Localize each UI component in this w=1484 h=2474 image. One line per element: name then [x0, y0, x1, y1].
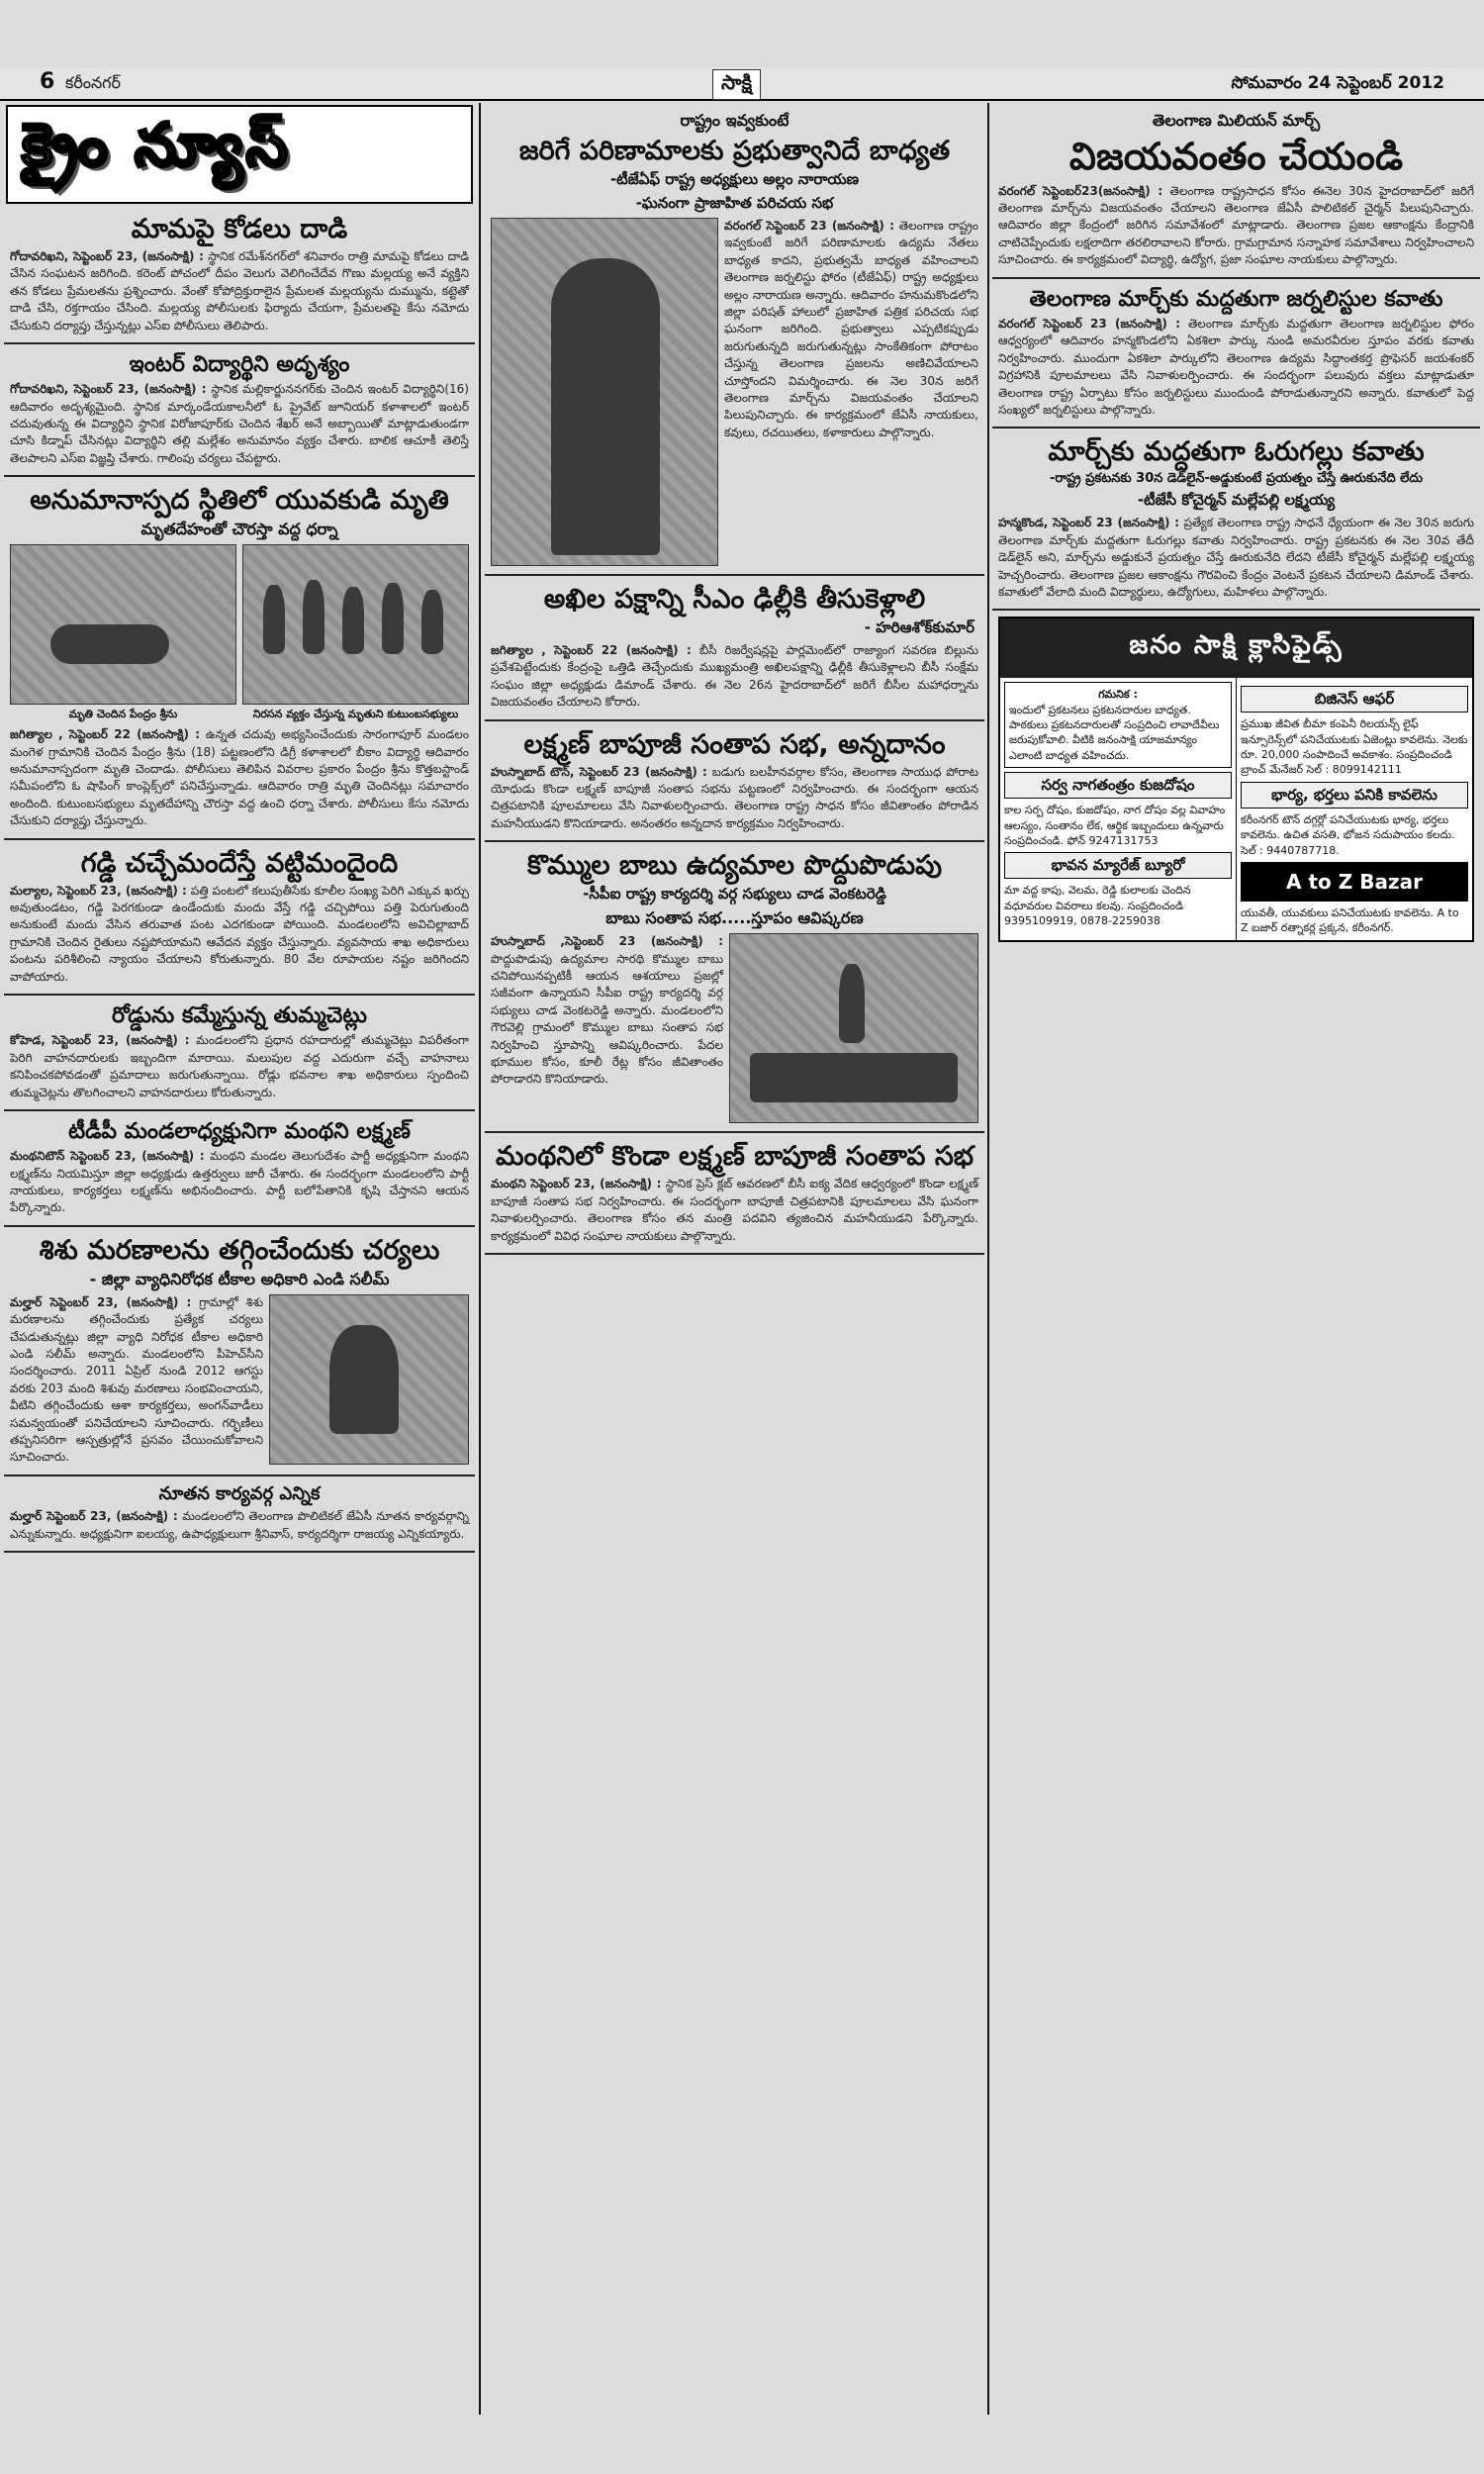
article-body: మంథని సెప్టెంబర్ 23, (జనంసాక్షి) : స్థానిక ప్రెస్ క్లబ్ ఆవరణలో బీసీ ఐక్య వేదిక ఆధ్వర్యంలో కొండా లక్ష్మణ్ బాపూజీ సంతాప సభ నిర్వహించారు. ఈ సందర్భంగా బాపూజీ చిత్రపటానికి పూలమాలలు వేసి ఘనంగా నివాళులర్పించారు. తెలంగాణ కోసం తన మంత్రి పదవిని త్యజించిన మహనీయుడని పేర్కొన్నారు. కార్యక్రమంలో వివిధ సంఘాల నాయకులు పాల్గొన్నారు.: [491, 1177, 978, 1243]
article-headline: మంథనిలో కొండా లక్ష్మణ్ బాపూజీ సంతాప సభ: [495, 1141, 974, 1173]
page-location: కరీంనగర్: [65, 73, 122, 92]
article-bapuji-condolence: [485, 721, 984, 843]
article-subheadline: -రాష్ట్ర ప్రకటనకు 30న డెడ్‌లైన్-అడ్డుకుంటే ప్రయత్నం చేస్తే ఊరుకునేది లేదు: [1049, 471, 1424, 487]
page-number: 6: [40, 69, 55, 94]
article-kicker: రాష్ట్రం ఇవ్వకుంటే: [680, 111, 789, 130]
article-mother-in-law-attack: [4, 206, 475, 344]
article-headline: నూతన కార్యవర్గ ఎన్నిక: [158, 1482, 321, 1504]
article-headline: గడ్డి చచ్చేమందేస్తే వట్టిమందైంది: [80, 847, 399, 879]
article-body: హుస్నాబాద్ ,సెప్టెంబర్ 23 (జనంసాక్షి) : పొద్దుపొడుపు ఉద్యమాల సారథి కొమ్ముల బాబు చనిపోయినప్పటికీ ఆయన ఆశయాలు ప్రజల్లో సజీవంగా ఉన్నాయని సీపీఐ రాష్ట్ర కార్యదర్శి వర్గ సభ్యులు చాడ వెంకటరెడ్డి అన్నారు. మండలంలోని గౌరవెల్లి గ్రామంలో కొమ్ముల బాబు సంతాప సభ నిర్వహించి స్తూపాన్ని ఆవిష్కరించారు. పేదల భూముల కోసం, కూలీ రేట్ల కోసం జీవితాంతం పోరాడారని కొనియాడారు.: [491, 934, 723, 1087]
masthead-logo: సాక్షి: [712, 69, 761, 100]
article-headline: జరిగే పరిణామాలకు ప్రభుత్వానిదే బాధ్యత: [518, 136, 951, 166]
article-byline: -సీపీఐ రాష్ట్ర కార్యదర్శి వర్గ సభ్యులు చాడ వెంకటరెడ్డి: [583, 885, 886, 904]
article-subheadline: మృతదేహంతో చౌరస్తా వద్ద ధర్నా: [140, 520, 338, 539]
photo-caption: నిరసన వ్యక్తం చేస్తున్న మృతుని కుటుంబసభ్యులు: [252, 708, 459, 721]
article-tdp-president: [4, 1111, 475, 1227]
column-divider: [479, 103, 481, 2415]
article-kommula-babu: [485, 842, 984, 1133]
ad-title: భార్య, భర్తలు పనికి కావలెను: [1241, 782, 1468, 809]
crime-news-logo: [6, 105, 473, 204]
article-body: జగిత్యాల , సెప్టెంబర్ 22 (జనంసాక్షి) : ఉన్నత చదువు అభ్యసించేందుకు సారంగాపూర్ మండలం మంగెళ గ్రామానికి చెందిన పేంద్రం శ్రీను (18) పట్టణంలోని డిగ్రీ కళాశాలలో బీకాం విద్యార్థి ఆదివారం అనుమానాస్పదంగా మృతి చెందాడు. పోలీసులు తెలిపిన వివరాల ప్రకారం పేంద్రం శ్రీను కొత్తబస్టాండ్ సమీపంలోని ఓ షాపింగ్ కాంప్లెక్స్‌లో పనిచేస్తున్నాడు. ఆదివారం రాత్రి మృతి చెందినట్లు సమాచారం అందింది. కుటుంబసభ్యులు మృతదేహాన్ని చౌరస్తా వద్ద ఉంచి ధర్నా చేశారు. పోలీసులు కేసు నమోదు చేసుకుని దర్యాప్తు చేస్తున్నారు.: [10, 727, 469, 828]
article-byline: -టీజేఏఫ్ రాష్ట్ర అధ్యక్షులు అల్లం నారాయణ: [609, 170, 860, 189]
article-herbicide-failure: [4, 840, 475, 996]
article-student-missing: [4, 344, 475, 477]
article-body: వరంగల్ సెప్టెంబర్ 23 (జనంసాక్షి) : తెలంగాణ మార్చ్‌కు మద్దతుగా తెలంగాణ జర్నలిస్టుల ఫోరం ఆధ్వర్యంలో ఆదివారం హన్మకొండలోని ఏకశిలా పార్కు నుండి అమరవీరుల స్తూపం వరకు కవాతు నిర్వహించారు. ముందుగా ఏకశిలా పార్కులోని తెలంగాణ ఉద్యమ సిద్ధాంతకర్త ప్రొఫెసర్ జయశంకర్ విగ్రహానికి పూలమాలలు వేసి నివాళులర్పించారు. ఈ సందర్భంగా పలువురు వక్తలు మాట్లాడుతూ తెలంగాణ రాష్ట్ర ఏర్పాటు కోసం జర్నలిస్టులు ముందుండి పోరాడుతున్నారని అన్నారు. కవాతులో పెద్ద సంఖ్యలో జర్నలిస్టులు పాల్గొన్నారు.: [998, 316, 1474, 417]
photo-vaccination: [269, 1294, 469, 1465]
article-new-committee: [4, 1476, 475, 1553]
ad-title: సర్వ నాగతంత్రం కుజదోషం: [1004, 772, 1232, 799]
classifieds-banner: జనం సాక్షి క్లాసిఫైడ్స్: [1000, 618, 1472, 678]
issue-date: సోమవారం 24 సెప్టెంబర్ 2012: [1231, 73, 1444, 93]
ad-atoz-bazar-logo: A to Z Bazar: [1241, 862, 1468, 902]
column-middle: [485, 103, 984, 2415]
article-body: హన్మకొండ, సెప్టెంబర్ 23 (జనంసాక్షి) : ప్రత్యేక తెలంగాణ రాష్ట్ర సాధనే ధ్యేయంగా ఈ నెల 30న జరుగు తెలంగాణ మార్చ్‌కు మద్దతుగా ఓరుగల్లు కవాతు నిర్వహించారు. రాష్ట్ర ప్రకటనకు ఈ నెల 30వ తేదీ డెడ్‌లైన్ అని, మార్చ్‌ను అడ్డుకునే ప్రయత్నం చేస్తే ఊరుకునేది లేదని టీజేసీ కోచైర్మన్ మల్లేపల్లి లక్ష్మయ్య హెచ్చరించారు. తెలంగాణ ప్రజల ఆకాంక్షను గౌరవించి కేంద్రం వెంటనే ప్రకటన చేయాలని డిమాండ్ చేశారు. కవాతులో వేలాది మంది విద్యార్థులు, ఉద్యోగులు, మహిళలు పాల్గొన్నారు.: [998, 516, 1474, 599]
ad-text: మా వద్ద కాపు, వెలమ, రెడ్డి కులాలకు చెందిన వధూవరుల వివరాలు కలవు. సంప్రదించండి 9395109919, 0878-2259038: [1004, 884, 1191, 928]
classifieds-section: [998, 617, 1474, 942]
column-left: [4, 103, 475, 2415]
article-headline: కొమ్ముల బాబు ఉద్యమాల పొద్దుపొడుపు: [526, 850, 943, 882]
article-subheadline: - జిల్లా వ్యాధినిరోధక టీకాల అధికారి ఎండి సలీమ్: [89, 1269, 390, 1288]
article-body: హుస్నాబాద్ టౌన్, సెప్టెంబర్ 23 (జనంసాక్షి) : బడుగు బలహీనవర్గాల కోసం, తెలంగాణ సాయుధ పోరాట యోధుడు కొండా లక్ష్మణ్ బాపూజీ సంతాప సభను పట్టణంలో నిర్వహించారు. ఈ సందర్భంగా ఆయన చిత్రపటానికి పూలమాలలు వేసి నివాళులర్పించారు. తెలంగాణ రాష్ట్ర సాధన కోసం జీవితాంతం పోరాడిన మహనీయుడని కొనియాడారు. అనంతరం అన్నదాన కార్యక్రమం నిర్వహించారు.: [491, 764, 978, 830]
article-headline: అఖిల పక్షాన్ని సీఎం ఢిల్లీకి తీసుకెళ్లాలి: [543, 584, 926, 616]
article-headline: మామపై కోడలు దాడి: [131, 214, 348, 244]
article-all-party-delhi: [485, 576, 984, 721]
article-suspicious-death: [4, 477, 475, 839]
article-body: మల్హార్ సెప్టెంబర్ 23, (జనంసాక్షి) : గ్రామాల్లో శిశు మరణాలను తగ్గించేందుకు ప్రత్యేక చర్యలు చేపడుతున్నట్లు జిల్లా వ్యాధి నిరోధక టీకాల అధికారి ఎండి సలీమ్ అన్నారు. మండలంలోని పీహెచ్‌సీని సందర్శించారు. 2011 ఏప్రిల్ నుండి 2012 ఆగస్టు వరకు 203 మంది శిశువు మరణాలు సంభవించాయని, వీటిని తగ్గించేందుకు ఆశా కార్యకర్తలు, అంగన్‌వాడీలు సమన్వయంతో పనిచేయాలని సూచించారు. గర్భిణీలు తప్పనిసరిగా ఆస్పత్రుల్లోనే ప్రసవం చేయించుకోవాలని సూచించారు.: [10, 1294, 263, 1465]
ad-text: యువతీ, యువకులు పనిచేయుటకు కావలెను. A to Z బజార్ రత్నాకర్ల ప్రక్కన, కరీంనగర్.: [1241, 906, 1459, 935]
article-manthani-condolence: [485, 1133, 984, 1255]
article-headline: తెలంగాణ మార్చ్‌కు మద్దతుగా జర్నలిస్టుల కవాతు: [1029, 286, 1443, 312]
article-government-responsibility: [485, 103, 984, 576]
photo-deceased: [10, 544, 236, 705]
classifieds-notice: గమనిక : ఇందులో ప్రకటనలు ప్రకటనదారుల బాధ్యత. పాఠకులు ప్రకటనదారులతో సంప్రదించి లావాదేవీలు జరుపుకోవాలి. వీటికి జనంసాక్షి యాజమాన్యం ఎలాంటి బాధ్యత వహించదు.: [1004, 682, 1232, 768]
article-headline: టీడీపీ మండలాధ్యక్షునిగా మంథని లక్ష్మణ్: [68, 1118, 411, 1144]
photo-speaker: [491, 218, 718, 566]
article-headline: మార్చ్‌కు మద్దతుగా ఓరుగల్లు కవాతు: [1048, 436, 1425, 468]
article-road-bushes: [4, 996, 475, 1111]
ad-text: కాల సర్ప దోషం, కుజదోషం, నాగ దోషం వల్ల వివాహం ఆలస్యం, సంతానం లేక, ఆర్థిక ఇబ్బందులు ఉన్నవారు సంప్రదించండి. ఫోన్ 9247131753: [1004, 804, 1226, 848]
crime-news-logo-text: క్రైం న్యూస్: [22, 111, 291, 180]
article-million-march: [992, 103, 1480, 279]
article-infant-deaths: [4, 1227, 475, 1476]
ad-title: బిజినెస్ ఆఫర్: [1241, 686, 1468, 713]
column-right: [992, 103, 1480, 2415]
article-body: మల్హార్ సెప్టెంబర్ 23, (జనంసాక్షి) : మండలంలోని తెలంగాణ పొలిటికల్ జేఏసీ నూతన కార్యవర్గాన్ని ఎన్నుకున్నారు. అధ్యక్షునిగా ఐలయ్య, ఉపాధ్యక్షులుగా శ్రీనివాస్, కార్యదర్శిగా రాజయ్య ఎన్నికయ్యారు.: [10, 1509, 469, 1541]
article-kicker: తెలంగాణ మిలియన్ మార్చ్: [1152, 111, 1321, 130]
article-body: వరంగల్ సెప్టెంబర్23(జనంసాక్షి) : తెలంగాణ రాష్ట్రసాధన కోసం ఈనెల 30న హైదరాబాద్‌లో జరిగే తెలంగాణ మార్చ్‌ను విజయవంతం చేయాలని తెలంగాణ జేఏసీ పొలిటికల్ చైర్మన్ పిలుపునిచ్చారు. ఆదివారం జిల్లా కేంద్రంలో జరిగిన సమావేశంలో మాట్లాడారు. తెలంగాణ ప్రజల ఆకాంక్షను కేంద్రానికి చాటిచెప్పేందుకు లక్షలాదిగా తరలిరావాలని కోరారు. గ్రామగ్రామాన సన్నాహక సమావేశాలు నిర్వహించాలని సూచించారు. ఈ కార్యక్రమంలో విద్యార్థి, ఉద్యోగ, ప్రజా సంఘాల నాయకులు పాల్గొన్నారు.: [998, 183, 1474, 267]
article-headline: ఇంటర్ విద్యార్థిని అదృశ్యం: [129, 352, 350, 377]
article-headline: శిశు మరణాలను తగ్గించేందుకు చర్యలు: [39, 1234, 440, 1266]
article-headline: లక్ష్మణ్ బాపూజీ సంతాప సభ, అన్నదానం: [523, 728, 946, 760]
article-headline: విజయవంతం చేయండి: [1068, 135, 1404, 178]
article-body: గోదావరిఖని, సెప్టెంబర్ 23, (జనంసాక్షి) : స్థానిక మల్లికార్జుననగర్‌కు చెందిన ఇంటర్ విద్యార్థిని(16) ఆదివారం అదృశ్యమైంది. స్థానిక మార్కండేయకాలనీలో ఓ ప్రైవేట్ జూనియర్ కళాశాలలో ఇంటర్ చదువుతున్న ఈ విద్యార్థిని స్థానిక విరోజాపూర్‌కు చెందిన శేఖర్ అనే అబ్బాయితో మాట్లాడుతుండగా చూసి కిడ్నాప్ చేసినట్లు విద్యార్థిని తల్లి మల్లేశం అనుమానం వ్యక్తం చేశారు. బాలిక ఆచూకీ తెలిస్తే తెలపాలని ఎస్‌ఐ విజ్ఞప్తి చేశారు. గాలింపు చర్యలు చేపట్టారు.: [10, 382, 469, 465]
article-body: కోహెడ, సెప్టెంబర్ 23, (జనంసాక్షి) : మండలంలోని ప్రధాన రహదారుల్లో తుమ్మచెట్లు విపరీతంగా పెరిగి వాహనదారులకు ఇబ్బందిగా మారాయి. మలుపుల వద్ద ఎదురుగా వచ్చే వాహనాలు కనిపించకపోవడంతో ప్రమాదాలు జరుగుతున్నాయి. రోడ్లు భవనాల శాఖ అధికారులు స్పందించి తుమ్మచెట్లను తొలగించాలని వాహనదారులు కోరుతున్నారు.: [10, 1033, 469, 1099]
ad-text: కరీంనగర్ టౌన్ దగ్గర్లో పనిచేయుటకు భార్య, భర్తలు కావలెను. ఉచిత వసతి, భోజన సదుపాయం కలదు. సెల్ : 9440787718.: [1241, 812, 1455, 857]
article-byline-secondary: -ఘనంగా ప్రాజాహిత పరిచయ సభ: [635, 194, 834, 213]
photo-meeting: [729, 933, 978, 1123]
ad-text: ప్రముఖ జీవిత బీమా కంపెనీ రిలయన్స్ లైఫ్ ఇన్సూరెన్స్‌లో పనిచేయుటకు ఏజెంట్లు కావలెను. నెలకు రూ. 20,000 సంపాదించే అవకాశం. సంప్రదించండి బ్రాంచ్ మేనేజర్ సెల్ : 8099142111: [1241, 717, 1468, 777]
article-headline: రోడ్డును కమ్మేస్తున్న తుమ్మచెట్లు: [112, 1003, 367, 1029]
article-body: వరంగల్ సెప్టెంబర్ 23 (జనంసాక్షి) : తెలంగాణ రాష్ట్రం ఇవ్వకుంటే జరిగే పరిణామాలకు ఉద్యమ నేతలు బాధ్యత కాదని, ప్రభుత్వమే బాధ్యత వహించాలని తెలంగాణ జర్నలిస్టు ఫోరం (టీజేఏఫ్) రాష్ట్ర అధ్యక్షులు అల్లం నారాయణ అన్నారు. ఆదివారం హనుమకొండలోని జిల్లా పరిషత్ హాలులో ప్రజాహిత పత్రిక పరిచయ సభ ఘనంగా జరిగింది. ప్రభుత్వాలు ఎప్పటికప్పుడు జరుగుతున్నది జరుగుతున్నట్లు సాంకేతికంగా పోరాటం చేస్తున్న తెలంగాణ ప్రజలను అణిచివేయాలని చూస్తోందని విమర్శించారు. ఈ నెల 30న జరిగే తెలంగాణ మార్చ్‌ను విజయవంతం చేయాలని పిలుపునిచ్చారు. ఈ కార్యక్రమంలో జేఏసీ నాయకులు, కవులు, రచయితలు, కళాకారులు పాల్గొన్నారు.: [724, 219, 978, 439]
article-body: జగిత్యాల , సెప్టెంబర్ 22 (జనంసాక్షి) : బీసీ రిజర్వేషన్లపై పార్లమెంట్‌లో రాజ్యాంగ సవరణ బిల్లును ప్రవేశపెట్టేందుకు కేంద్రంపై ఒత్తిడి తెచ్చేందుకు ముఖ్యమంత్రి అఖిలపక్షాన్ని ఢిల్లీకి తీసుకెళ్లాలని బీసీ సంక్షేమ సంఘం జిల్లా అధ్యక్షుడు డిమాండ్ చేశారు. ఈ నెల 26న హైదరాబాద్‌లో జరిగే బీసీల మహాధర్నాను విజయవంతం చేయాలని కోరారు.: [491, 643, 978, 710]
article-orugallu-march: [992, 428, 1480, 611]
article-byline: -టీజేసీ కోచైర్మన్ మల్లేపల్లి లక్ష్మయ్య: [1137, 491, 1336, 510]
photo-caption: మృతి చెందిన పేంద్రం శ్రీను: [68, 708, 178, 721]
article-body: మల్యాల, సెప్టెంబర్ 23, (జనంసాక్షి) : పత్తి పంటలో కలుపుతీసేకు కూలీల సంఖ్య పెరిగి ఎక్కువ ఖర్చు అవుతుండటం, గడ్డి పెరగకుండా ఉండేందుకు మందు వేస్తే గడ్డి చచ్చిపోయి పత్తి పెరుగుతుంది అనుకుంటే మందు వేసిన తరువాత పంట ఎదగకుండా పోయింది. మండలంలోని అవిచిల్లాబాద్ గ్రామానికి చెందిన రైతులు నష్టపోయామని ఆవేదన వ్యక్తం చేస్తున్నారు. వ్యవసాయ శాఖ అధికారులు పంటను పరిశీలించి న్యాయం చేయాలని కోరుతున్నారు. 80 వేల రూపాయల నష్టం జరిగిందని వాపోయారు.: [10, 883, 469, 984]
ad-title: భావన మ్యారేజ్ బ్యూరో: [1004, 852, 1232, 879]
article-body: మంథనిటౌన్ సెప్టెంబర్ 23, (జనంసాక్షి) : మంథని మండల తెలుగుదేశం పార్టీ అధ్యక్షునిగా మంథని లక్ష్మణ్‌ను నియమిస్తూ జిల్లా అధ్యక్షుడు ఉత్తర్వులు జారీ చేశారు. ఈ సందర్భంగా మండలంలోని పార్టీ నాయకులు, కార్యకర్తలు లక్ష్మణ్‌ను అభినందించారు. పార్టీ బలోపేతానికి కృషి చేస్తానని ఆయన పేర్కొన్నారు.: [10, 1149, 469, 1215]
article-subheadline: బాబు సంతాప సభ.....స్తూపం ఆవిష్కరణ: [605, 908, 864, 928]
page-bottom-margin: [0, 2419, 1484, 2474]
article-byline: - హరిఆశోక్‌కుమార్: [864, 618, 974, 637]
page-header: [0, 67, 1484, 101]
article-journalists-march: [992, 279, 1480, 429]
column-divider: [987, 103, 989, 2415]
article-body: గోదావరిఖని, సెప్టెంబర్ 23, (జనంసాక్షి) : స్థానిక రమేశ్‌నగర్‌లో శనివారం రాత్రి మామపై కోడలు దాడి చేసిన సంఘటన జరిగింది. కరెంట్ పోచంలో దీపం వెలుగు వెలిగించేదేవ గొణు మల్లయ్య అనే వ్యక్తిని తన కోడలు ప్రేమలతను ప్రశ్నించారు. వేంతో కోపోద్రిక్తురాలైన ప్రేమలత మల్లయ్యను దుమ్మును, కట్టెతో దాడి చేసి, రక్తగాయం చేసింది. మల్లయ్య పోలీసులకు ఫిర్యాదు చేయగా, ప్రేమలతపై కేసు నమోదు చేసుకుని దర్యాప్తు చేస్తున్నట్లు ఎస్‌ఐ పోలీసులు తెలిపారు.: [10, 249, 469, 333]
article-headline: అనుమానాస్పద స్థితిలో యువకుడి మృతి: [30, 485, 449, 517]
photo-protest: [242, 544, 469, 705]
